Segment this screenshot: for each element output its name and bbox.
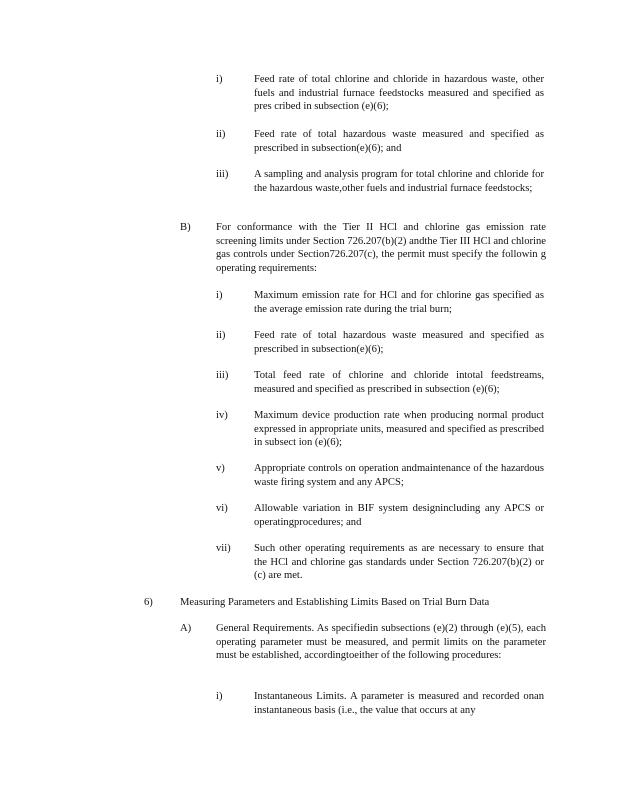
item-label: v) xyxy=(216,463,225,474)
item-text: Instantaneous Limits. A parameter is measured and recorded onan instantaneous basis (i.e., the value that occurs at any xyxy=(254,691,544,716)
item-label: iv) xyxy=(216,410,228,421)
item-text: General Requirements. As specifiedin subsections (e)(2) through (e)(5), each operating parameter must be measured, and permit limits on the parameter must be established, accordingtoeither of the following procedures: xyxy=(216,623,546,662)
item-text: Feed rate of total hazardous waste measured and specified as prescribed in subsection(e)(6); xyxy=(254,330,544,355)
item-label: ii) xyxy=(216,330,226,341)
item-text: Measuring Parameters and Establishing Limits Based on Trial Burn Data xyxy=(180,597,490,608)
item-text: Feed rate of total hazardous waste measured and specified as prescribed in subsection(e)(6); and xyxy=(254,129,544,154)
item-label: vii) xyxy=(216,543,231,554)
item-text: Allowable variation in BIF system designincluding any APCS or operatingprocedures; and xyxy=(254,503,544,528)
item-label: iii) xyxy=(216,169,229,180)
item-text: For conformance with the Tier II HCl and chlorine gas emission rate screening limits under Section 726.207(b)(2) andthe Tier III HCl and chlorine gas controls under Section726.207(c), the permit must specify the followin g operating requirements: xyxy=(216,222,546,274)
item-text: Feed rate of total chlorine and chloride in hazardous waste, other fuels and industrial furnace feedstocks measured and specified as pres cribed in subsection (e)(6); xyxy=(254,74,544,113)
item-text: Total feed rate of chlorine and chloride intotal feedstreams, measured and specified as prescribed in subsection (e)(6); xyxy=(254,370,544,395)
item-label: B) xyxy=(180,222,191,233)
item-text: Such other operating requirements as are necessary to ensure that the HCl and chlorine gas standards under Section 726.207(b)(2) or (c) are met. xyxy=(254,543,544,582)
item-label: 6) xyxy=(144,597,153,608)
item-label: vi) xyxy=(216,503,228,514)
item-text: A sampling and analysis program for total chlorine and chloride for the hazardous waste,other fuels and industrial furnace feedstocks; xyxy=(254,169,544,194)
item-label: ii) xyxy=(216,129,226,140)
item-label: A) xyxy=(180,623,192,634)
item-label: i) xyxy=(216,290,223,301)
item-label: iii) xyxy=(216,370,229,381)
item-text: Maximum emission rate for HCl and for chlorine gas specified as the average emission rate during the trial burn; xyxy=(254,290,544,315)
item-text: Appropriate controls on operation andmaintenance of the hazardous waste firing system and any APCS; xyxy=(254,463,544,488)
item-label: i) xyxy=(216,74,223,85)
item-text: Maximum device production rate when producing normal product expressed in appropriate units, measured and specified as prescribed in subsect ion (e)(6); xyxy=(254,410,544,449)
item-label: i) xyxy=(216,691,223,702)
